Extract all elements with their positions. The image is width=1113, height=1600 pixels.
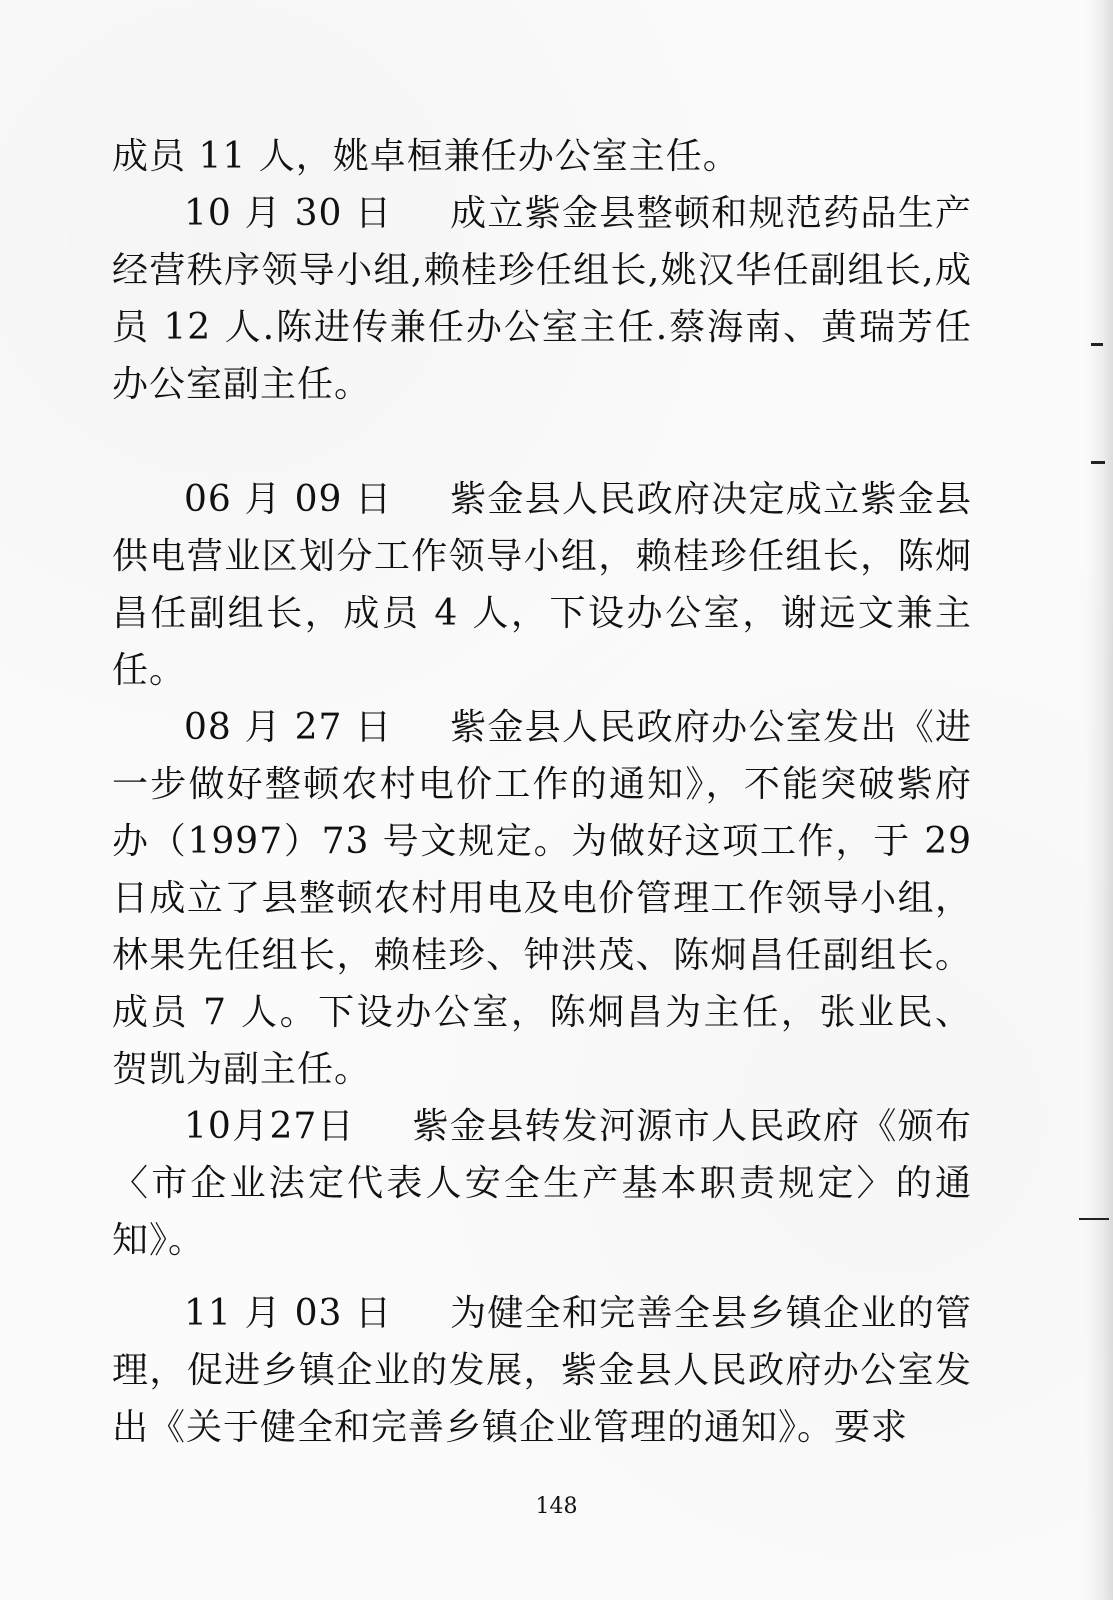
entry-1027 (112, 1098, 972, 1269)
body-text (112, 128, 972, 1456)
page-number: 148 (535, 1494, 578, 1519)
entry-text: 紫金县人民政府办公室发出《进一步做好整顿农村电价工作的通知》，不能突破紫府办（1997）73 号文规定。为做好这项工作，于 29 日成立了县整顿农村用电及电价管理工作领导小组，林果先任组长，赖桂珍、钟洪茂、陈炯昌任副组长。成员 7 人。下设办公室，陈炯昌为主任，张业民、贺凯为副主任。 (112, 707, 972, 1090)
entry-1030 (112, 185, 972, 413)
entry-0609 (112, 471, 972, 699)
page-edge-shadow (1085, 0, 1113, 1600)
entry-date: 08 月 27 日 (184, 707, 393, 748)
scan-speck (1091, 343, 1103, 346)
section-gap (112, 413, 972, 471)
entry-date: 11 月 03 日 (184, 1293, 393, 1334)
entry-text: 为健全和完善全县乡镇企业的管理，促进乡镇企业的发展，紫金县人民政府办公室发出《关于健全和完善乡镇企业管理的通知》。要求 (112, 1293, 972, 1448)
entry-text: 紫金县人民政府决定成立紫金县供电营业区划分工作领导小组，赖桂珍任组长，陈炯昌任副组长，成员 4 人，下设办公室，谢远文兼主任。 (112, 479, 972, 691)
entry-text: 紫金县转发河源市人民政府《颁布〈市企业法定代表人安全生产基本职责规定〉的通知》。 (112, 1106, 972, 1261)
entry-date: 10 月 30 日 (184, 193, 393, 234)
entry-1103 (112, 1285, 972, 1456)
entry-text: 成立紫金县整顿和规范药品生产经营秩序领导小组,赖桂珍任组长,姚汉华任副组长,成员 12 人.陈进传兼任办公室主任.蔡海南、黄瑞芳任办公室副主任。 (112, 193, 972, 405)
entry-0827 (112, 699, 972, 1098)
section-gap (112, 1269, 972, 1285)
entry-text: 成员 11 人，姚卓桓兼任办公室主任。 (112, 136, 740, 177)
entry-continuation (112, 128, 972, 185)
scan-speck (1079, 1218, 1109, 1220)
scan-speck (1091, 461, 1105, 464)
entry-date: 10月27日 (184, 1106, 355, 1147)
entry-date: 06 月 09 日 (184, 479, 393, 520)
